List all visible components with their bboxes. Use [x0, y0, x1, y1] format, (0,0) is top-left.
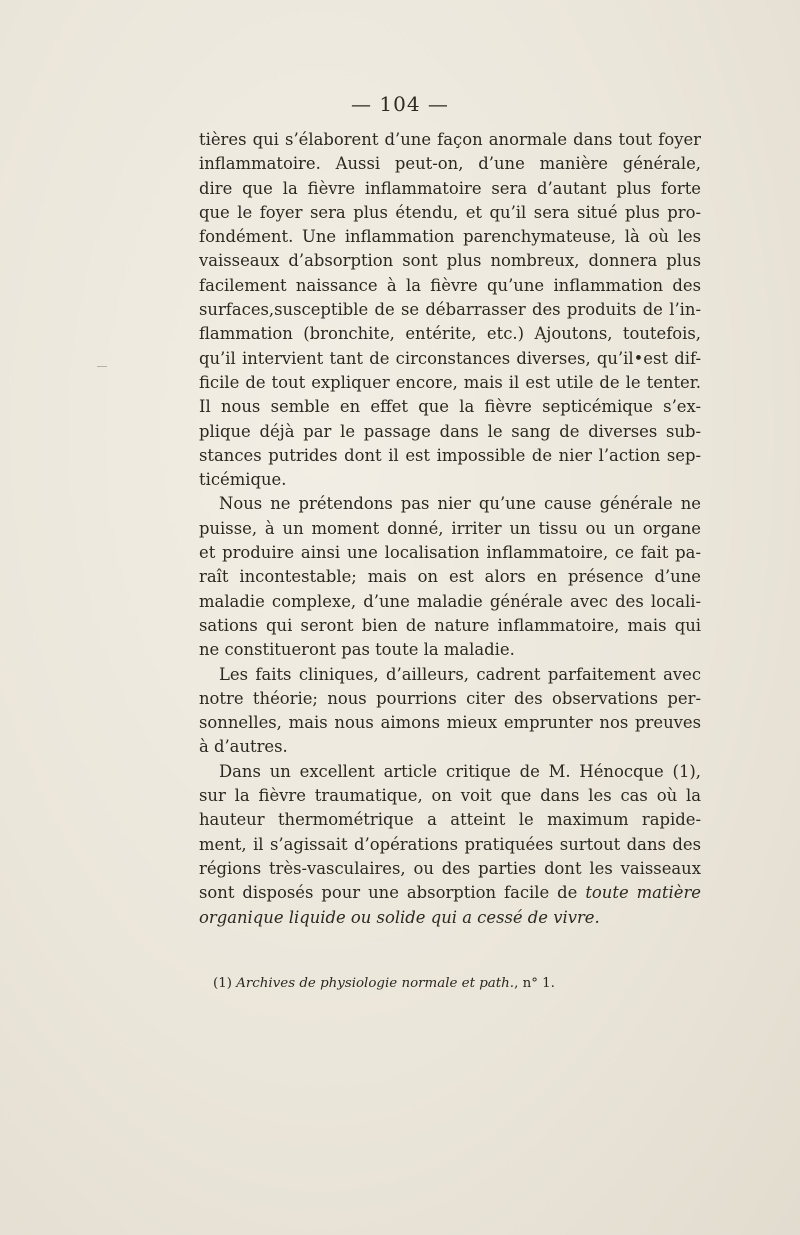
text-line: ment, il s’agissait d’opérations pratiquées surtout dans des [199, 834, 701, 854]
text-line: inflammatoire. Aussi peut-on, d’une manière générale, [199, 154, 701, 174]
text-line: tières qui s’élaborent d’une façon anormale dans tout foyer [199, 130, 701, 149]
text-line: plique déjà par le passage dans le sang de diverses sub- [199, 421, 701, 441]
text-line: que le foyer sera plus étendu, et qu’il sera situé plus pro- [199, 202, 701, 222]
text-line: Les faits cliniques, d’ailleurs, cadrent parfaitement avec [219, 664, 701, 684]
text-line [199, 881, 701, 905]
page-number: — 104 — [351, 92, 449, 116]
footnote [213, 976, 555, 991]
text-line: Nous ne prétendons pas nier qu’une cause générale ne [219, 494, 701, 514]
text-line: ne constitueront pas toute la maladie. [199, 640, 515, 660]
text-line: et produire ainsi une localisation inflammatoire, ce fait pa- [199, 543, 701, 563]
text-line: hauteur thermométrique a atteint le maximum rapide- [199, 810, 701, 830]
text-line-roman: sont disposés pour une absorption facile de [199, 883, 586, 903]
text-line: vaisseaux d’absorption sont plus nombreux, donnera plus [199, 251, 701, 271]
text-line: à d’autres. [199, 737, 288, 757]
body-text [199, 128, 701, 930]
text-line: notre théorie; nous pourrions citer des observations per- [199, 688, 701, 708]
text-line: puisse, à un moment donné, irriter un tissu ou un organe [199, 518, 701, 538]
text-line: maladie complexe, d’une maladie générale avec des locali- [199, 591, 701, 611]
text-line: sations qui seront bien de nature inflammatoire, mais qui [199, 615, 701, 635]
text-line: flammation (bronchite, entérite, etc.) Ajoutons, toutefois, [199, 324, 701, 344]
text-line: ficile de tout expliquer encore, mais il est utile de le tenter. [199, 372, 701, 392]
text-line: ticémique. [199, 470, 287, 490]
footnote-marker: (1) [213, 976, 237, 991]
text-line: raît incontestable; mais on est alors en présence d’une [199, 567, 701, 587]
text-line: régions très-vasculaires, ou des parties dont les vaisseaux [199, 858, 701, 878]
footnote-title: Archives de physiologie normale et path. [236, 976, 515, 991]
text-line: dire que la fièvre inflammatoire sera d’autant plus forte [199, 178, 701, 198]
text-line: Dans un excellent article critique de M. Hénocque (1), [219, 761, 701, 781]
text-line: surfaces,susceptible de se débarrasser des produits de l’in- [199, 300, 701, 320]
text-line: organique liquide ou solide qui a cessé de vivre. [199, 907, 600, 927]
text-line: Il nous semble en effet que la fièvre septicémique s’ex- [199, 397, 701, 417]
text-line-italic: toute matière [585, 883, 701, 903]
text-line: stances putrides dont il est impossible de nier l’action sep- [199, 445, 701, 465]
text-line: sur la fièvre traumatique, on voit que dans les cas où la [199, 786, 701, 806]
margin-mark [97, 366, 107, 367]
footnote-rest: , n° 1. [514, 976, 555, 991]
text-line: facilement naissance à la fièvre qu’une inflammation des [199, 275, 701, 295]
text-line: sonnelles, mais nous aimons mieux emprunter nos preuves [199, 713, 701, 733]
text-line: qu’il intervient tant de circonstances diverses, qu’il•est dif- [199, 348, 701, 368]
text-line: fondément. Une inflammation parenchymateuse, là où les [199, 227, 701, 247]
